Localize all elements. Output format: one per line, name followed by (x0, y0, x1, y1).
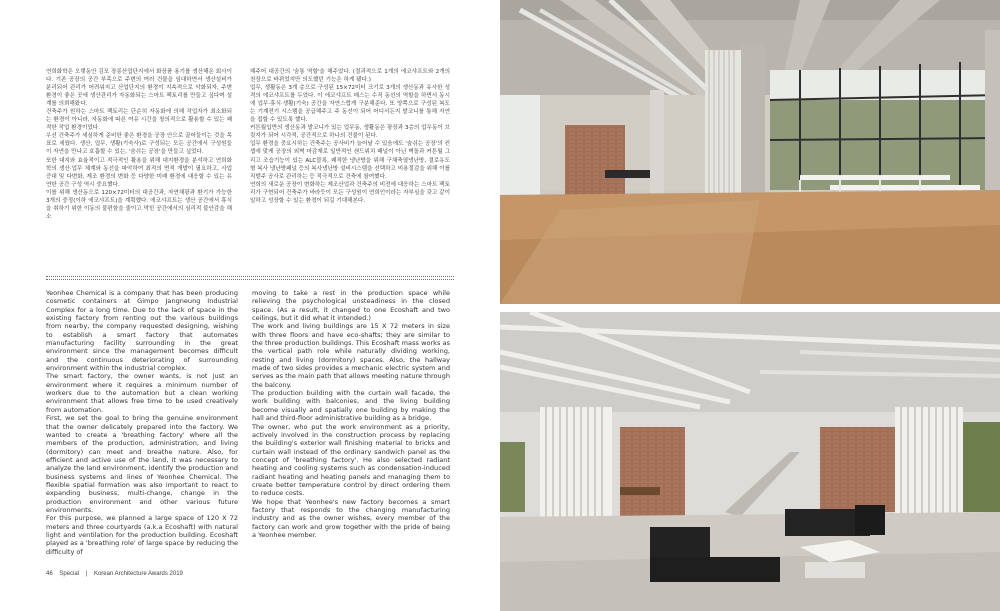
page-folio (46, 571, 188, 577)
english-paragraph: The work and living buildings are 15 X 72 meters in size with three floors and have eco-shafts; they are similar to the three production buildings. This Ecoshaft mass works as the vertical path role while naturally dividing working, resting and living (dormitory) spaces. Also, the hallway made of two sides provides a mechanic electric system and serves as the main path that allows meeting nature through the balcony. (252, 322, 450, 389)
folio-separator: | (85, 571, 88, 577)
korean-text-column-right (250, 68, 450, 205)
english-paragraph: moving to take a rest in the production space while relieving the psychological unsteadiness in the closed space. (As a result, it changed to one Ecoshaft and two ceilings, but it did what it intended.) (252, 289, 450, 323)
korean-paragraph: 이를 위해 생산동으로 120×72미터의 대공간과, 자연채광과 환기가 가능한 3개의 중정(이하 에코샤프트)을 계획했다. 에코샤프트는 생산 공간에서 휴식을 취하기 위한 이동의 불편함을 줄이고 막힌 공간에서의 심리적 불안감을 해소 (46, 189, 232, 220)
right-page (500, 0, 1000, 611)
english-text-column-left (46, 289, 238, 556)
korean-paragraph: 업무 환경을 중요시하는 건축주는 공사비가 늘어날 수 있음에도 '숨쉬는 공장'의 컨셉에 맞게 공장의 외벽 마감재로 일반적인 샌드위치 패널이 아닌 벽돌과 커튼월 그리고 조습기능이 있는 ALC블록, 쾌적한 냉난방을 위해 구채축열냉난방, 결로유도형 복사 냉난방패널 등의 복사냉난방 설비시스템을 선택하고 비용절감을 위해 이를 직발주 공사로 관리하는 등 적극적으로 건축에 참여했다. (250, 141, 450, 180)
photo-interior-cafeteria (500, 0, 1000, 304)
korean-paragraph: 연희화학은 오랫동안 김포 장릉산업단지에서 화장품 용기를 생산해온 회사이다. 기존 공장의 공간 부족으로 주변의 여러 건물을 임대하면서 생산설비가 분리되어 관리가 어려워지고 산업단지의 환경이 지속적으로 악화되자, 주변 환경이 좋은 곳에 생산관리가 자동화되는 스마트 팩토리를 만들고 싶다며 설계를 의뢰해왔다. (46, 69, 232, 108)
interior-cafeteria-illustration (500, 0, 1000, 304)
page-number: 46 (46, 571, 53, 577)
english-paragraph: For this purpose, we planned a large space of 120 X 72 meters and three courtyards (a.k.a Ecoshaft) with natural light and ventilation for the production building. Ecoshaft played as a 'breathing role' of large space by reducing the difficulty of (46, 514, 238, 556)
photo-interior-lobby (500, 312, 1000, 611)
interior-lobby-illustration (500, 312, 1000, 611)
english-paragraph: Yeonhee Chemical is a company that has been producing cosmetic containers at Gimpo Jangneung Industrial Complex for a long time. Due to the lack of space in the existing factory from renting out the various buildings from nearby, the company requested designing, wishing to establish a smart factory that automates manufacturing facility surrounding in the great environment since the management becomes difficult and the continuous deteriorating of surrounding environment within the industrial complex. (46, 289, 238, 373)
korean-paragraph: 또한 대지와 효율적이고 적극적인 활용을 위해 대지환경을 분석하고 연희화학의 생산·업무 체계와 동선을 파악하여 최적의 면적 개발이 필요하고, 사업증대 및 다변화, 제조 환경의 변화 등 다양한 미래 환경에 대응할 수 있는 유연한 공간 구성 역시 중요했다. (46, 157, 232, 188)
section-name: Special (59, 571, 80, 577)
english-paragraph: We hope that Yeonhee's new factory becomes a smart factory that responds to the changing manufacturing industry and as the owner wishes, every member of the factory can work and grow together with the pride of being a Yeonhee member. (252, 497, 450, 539)
korean-paragraph: 건축주가 원하는 스마트 팩토리는 단순히 자동화에 의해 작업자가 최소화되는 환경이 아니라, 자동화에 따른 여유 시간을 창의적으로 활용할 수 있는 쾌적한 작업 환경이었다. (46, 109, 232, 132)
english-paragraph: First, we set the goal to bring the genuine environment that the owner delicately prepared into the factory. We wanted to create a 'breathing factory' where all the members of the production, administration, and living (dormitory) can meet and breathe nature. Also, for efficient and active use of the land, it was necessary to analyze the land environment, identify the production and business systems and lines of Yeonhee Chemical. The flexible spatial formation was also important to react to expanding business, multi-change, change in the production environment and other various future environments. (46, 414, 238, 514)
english-paragraph: The smart factory, the owner wants, is not just an environment where it requires a minimum number of workers due to the automation but a clean working environment that allows free time to be used creatively from automation. (46, 372, 238, 414)
korean-paragraph: 업무, 생활동은 3개 층으로 구성된 15×72미터 크기로 3개의 생산동과 유사한 성격의 에코샤프트를 두었다. 이 에코샤프트 매스는 수직 동선의 역할을 하면서 동시에 업무·휴식·생활(기숙) 공간을 자연스럽게 구분해준다. 또 양쪽으로 구성된 복도는 기계전기 시스템을 공급해주고 주 동선이 되어 어디서든지 발코니를 통해 자연을 접할 수 있도록 했다. (250, 85, 450, 124)
korean-paragraph: 우선 건축주가 세심하게 준비한 좋은 환경을 공장 안으로 끌어들이는 것을 목표로 세웠다. 생산, 업무, 생활(기숙사)로 구성되는 모든 공간에서 구성원들이 자연을 만나고 호흡할 수 있는, '숨쉬는 공장'을 만들고 싶었다. (46, 133, 232, 156)
korean-paragraph: 해주어 대공간의 '숨통 역할'을 해주었다. (결과적으로 1개의 에코샤프트와 2개의 천장으로 바뀌었지만 의도했던 기능은 하게 됐다.) (250, 69, 450, 84)
publication-name: Korean Architecture Awards 2019 (93, 571, 183, 577)
english-paragraph: The production building with the curtain wall facade, the work building with balconies, and the living building become visually and spatially one building by making the hall and third-floor administrative building as a bridge. (252, 389, 450, 423)
korean-text-column-left (46, 68, 232, 221)
english-text-column-right (252, 289, 450, 539)
english-paragraph: The owner, who put the work environment as a priority, actively involved in the construction process by replacing the building's exterior wall finishing material to bricks and curtain wall instead of the ordinary sandwich panel as the concept of 'breathing factory'. He also selected radiant heating and cooling systems such as condensation-induced radiant heating and heating panels and managing them to create better temperature control by direct ordering them to reduce costs. (252, 422, 450, 498)
korean-paragraph: 연희의 새로운 공장이 변화하는 제조산업과 건축주의 비전에 대응하는 스마트 팩토리가 구현되어 건축주가 바라듯이 모든 구성원이 연희인이라는 자부심을 갖고 같이 일하고 성장할 수 있는 환경이 되길 기대해본다. (250, 181, 450, 204)
section-divider (46, 276, 454, 280)
korean-paragraph: 커튼월입면의 생산동과 발코니가 있는 업무동, 생활동은 광장과 3층의 업무동이 브릿지가 되어 시각적, 공간적으로 하나의 건물이 된다. (250, 125, 450, 140)
